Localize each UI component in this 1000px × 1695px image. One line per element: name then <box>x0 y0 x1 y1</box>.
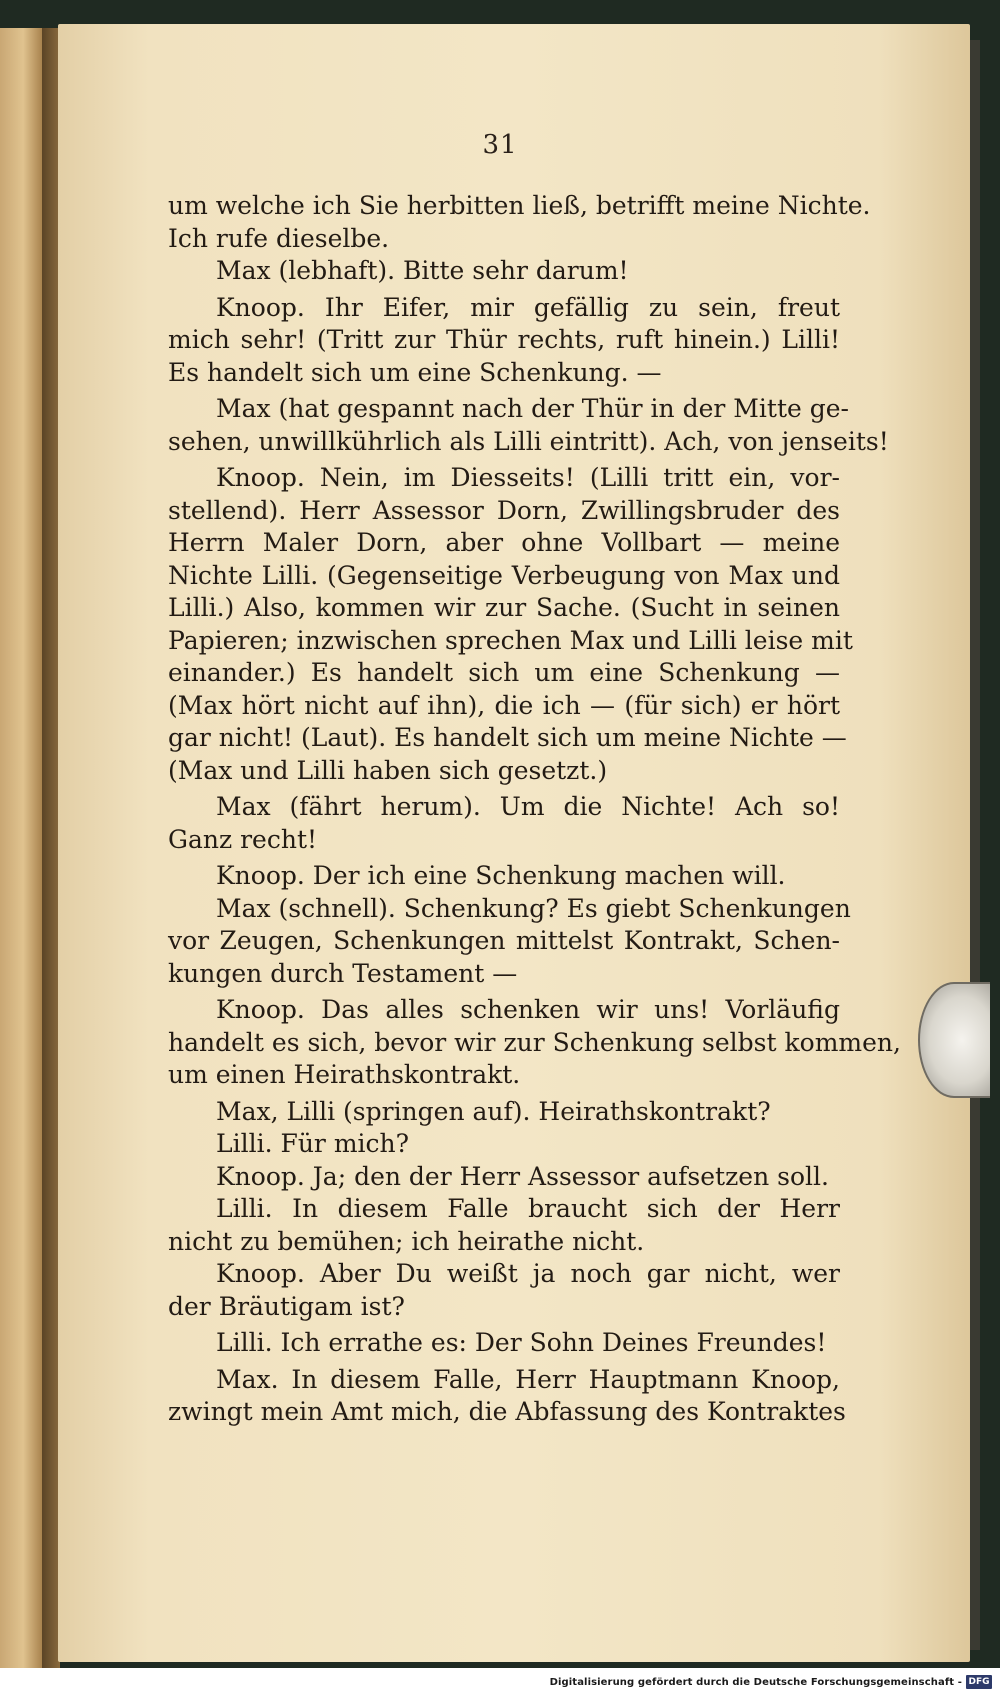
text-line: Max (hat gespannt nach der Thür in der Mitte ge- <box>216 394 849 423</box>
text-line: (Max und Lilli haben sich gesetzt.) <box>168 755 608 785</box>
text-line: Knoop. Der ich eine Schenkung machen will. <box>216 861 786 890</box>
text-line: Herrn Maler Dorn, aber ohne Vollbart — meine <box>168 528 840 557</box>
text-line: Knoop. Nein, im Diesseits! (Lilli tritt ein, vor- <box>216 463 840 492</box>
text-line: Lilli. Ich errathe es: Der Sohn Deines Freundes! <box>216 1328 827 1357</box>
dfg-logo-icon: DFG <box>966 1675 992 1689</box>
page-clip-tab <box>918 982 990 1098</box>
text-line: Max (lebhaft). Bitte sehr darum! <box>216 256 629 285</box>
text-line: gar nicht! (Laut). Es handelt sich um meine Nichte — <box>168 723 847 752</box>
text-line: Lilli.) Also, kommen wir zur Sache. (Sucht in seinen <box>168 593 840 622</box>
page-text <box>168 190 901 1429</box>
text-line: um welche ich Sie herbitten ließ, betrifft meine Nichte. <box>168 191 871 220</box>
text-line: Es handelt sich um eine Schenkung. — <box>168 357 662 387</box>
page-number: 31 <box>482 130 518 160</box>
text-line: Lilli. Für mich? <box>216 1129 410 1158</box>
text-line: Max (fährt herum). Um die Nichte! Ach so! <box>216 792 840 821</box>
text-line: Ganz recht! <box>168 824 318 854</box>
text-line: sehen, unwillkührlich als Lilli eintritt). Ach, von jenseits! <box>168 426 889 456</box>
text-line: (Max hört nicht auf ihn), die ich — (für sich) er hört <box>168 690 840 720</box>
text-line: Knoop. Aber Du weißt ja noch gar nicht, wer <box>216 1259 840 1288</box>
text-line: Papieren; inzwischen sprechen Max und Lilli leise mit <box>168 625 853 655</box>
text-line: stellend). Herr Assessor Dorn, Zwillingsbruder des <box>168 495 840 525</box>
page-right-edge <box>970 40 980 1650</box>
text-line: mich sehr! (Tritt zur Thür rechts, ruft hinein.) Lilli! <box>168 325 840 354</box>
text-line: Knoop. Ja; den der Herr Assessor aufsetzen soll. <box>216 1161 829 1191</box>
left-page-edge <box>0 28 45 1668</box>
text-line: der Bräutigam ist? <box>168 1291 405 1321</box>
text-line: vor Zeugen, Schenkungen mittelst Kontrakt, Schen- <box>168 926 840 955</box>
text-line: Nichte Lilli. (Gegenseitige Verbeugung von Max und <box>168 560 840 590</box>
text-line: zwingt mein Amt mich, die Abfassung des Kontraktes <box>168 1397 846 1426</box>
text-line: einander.) Es handelt sich um eine Schenkung — <box>168 658 840 687</box>
text-line: Max (schnell). Schenkung? Es giebt Schenkungen <box>216 893 851 923</box>
text-line: nicht zu bemühen; ich heirathe nicht. <box>168 1226 645 1256</box>
text-line: handelt es sich, bevor wir zur Schenkung selbst kommen, <box>168 1027 901 1057</box>
text-line: Knoop. Ihr Eifer, mir gefällig zu sein, freut <box>216 292 840 322</box>
text-line: Ich rufe dieselbe. <box>168 223 390 253</box>
text-line: Max, Lilli (springen auf). Heirathskontrakt? <box>216 1096 771 1126</box>
funding-credit: Digitalisierung gefördert durch die Deutsche Forschungsgemeinschaft - <box>549 1677 962 1688</box>
text-line: kungen durch Testament — <box>168 958 518 988</box>
text-line: um einen Heirathskontrakt. <box>168 1060 521 1089</box>
text-line: Knoop. Das alles schenken wir uns! Vorläufig <box>216 995 840 1024</box>
text-line: Max. In diesem Falle, Herr Hauptmann Knoop, <box>216 1364 840 1394</box>
text-line: Lilli. In diesem Falle braucht sich der Herr <box>216 1194 840 1223</box>
